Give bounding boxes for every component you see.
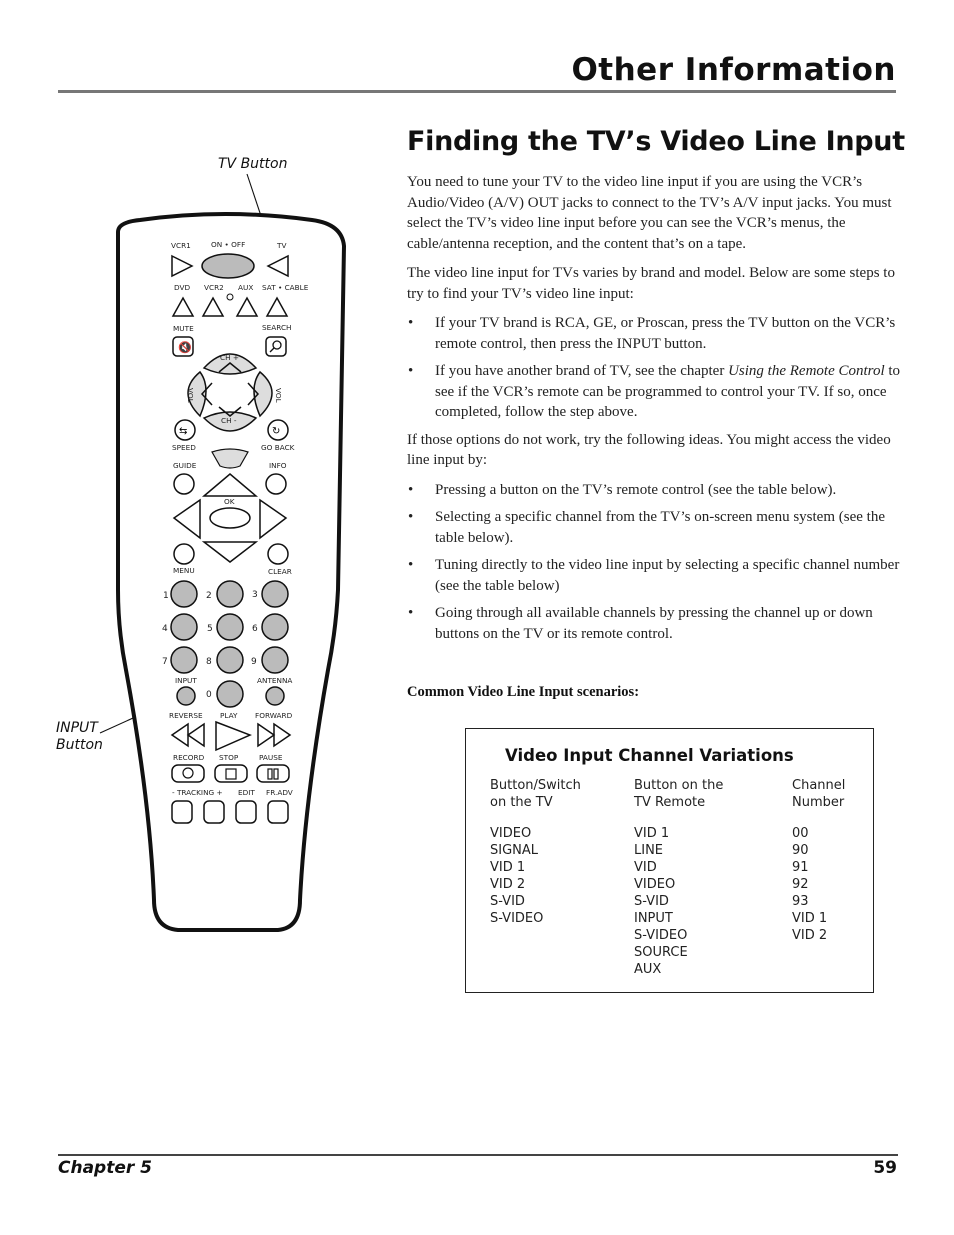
table-cell: VID 1 [490,860,526,875]
paragraph-steps: The video line input for TVs varies by brand and model. Below are some steps to try to find your TV’s video line input: [407,265,895,302]
footer-chapter: Chapter 5 [58,1158,153,1178]
table-cell: VID 2 [792,928,828,943]
table-cell: VID 1 [792,911,828,926]
table-cell: S-VID [634,894,669,909]
table-cell: LINE [634,843,664,858]
number-3-button[interactable] [262,581,288,607]
number-7-button[interactable] [171,647,197,673]
list-item: • Going through all available channels by pressing the channel up or down buttons on the TV or its remote control. [407,603,904,644]
num-4-label: 4 [162,624,168,634]
frame-advance-button[interactable] [268,801,288,823]
search-button[interactable] [266,337,286,356]
number-9-button[interactable] [262,647,288,673]
table-cell: VID 1 [634,826,670,841]
paragraph-intro: You need to tune your TV to the video line input if you are using the VCR’s Audio/Video (A/V) OUT jacks to connect to the TV’s A/V input jacks. You must select the TV’s video line input before you can see the VCR’s menus, the cable/antenna reception, and the content that’s on a tape. [407,174,892,252]
list-item: • If your TV brand is RCA, GE, or Proscan, press the TV button on the VCR’s remote control, then press the INPUT button. [407,313,904,354]
num-8-label: 8 [206,657,212,667]
list-item: • Tuning directly to the video line input by selecting a specific channel number (see the table below) [407,555,904,596]
table-cell: VID 2 [490,877,526,892]
table-header: Button/Switch on the TV [490,778,581,810]
info-button[interactable] [266,474,286,494]
aux-label: AUX [238,283,254,292]
tracking-plus-button[interactable] [204,801,224,823]
remote-body [118,214,344,930]
tracking-label: - TRACKING + [172,788,223,797]
antenna-label: ANTENNA [257,676,293,685]
menu-label: MENU [173,566,195,575]
table-cell: AUX [634,962,662,977]
number-4-button[interactable] [171,614,197,640]
ch-down-label: CH - [221,416,237,425]
table-cell: 00 [792,826,809,841]
number-0-button[interactable] [217,681,243,707]
table-header: Channel Number [792,778,846,810]
table-cell: 92 [792,877,809,892]
go-back-label: GO BACK [261,443,295,452]
table-cell: S-VID [490,894,525,909]
search-label: SEARCH [262,323,292,332]
table-cell: INPUT [634,911,673,926]
vol-left-label: VOL [186,388,195,403]
table-cell: VIDEO [634,877,676,892]
clear-button[interactable] [268,544,288,564]
vcr2-label: VCR2 [204,283,224,292]
input-label: INPUT [175,676,197,685]
speed-icon: ⇆ [179,426,188,437]
num-0-label: 0 [206,690,212,700]
edit-label: EDIT [238,788,255,797]
number-1-button[interactable] [171,581,197,607]
list-item: • Pressing a button on the TV’s remote control (see the table below). [407,480,904,501]
mute-label: MUTE [173,324,194,333]
speed-label: SPEED [172,443,196,452]
info-label: INFO [269,461,287,470]
ch-up-label: CH + [220,353,240,362]
table-title: Video Input Channel Variations [505,746,794,765]
num-5-label: 5 [207,624,213,634]
table-cell: S-VIDEO [634,928,688,943]
table-cell: VIDEO [490,826,532,841]
menu-button[interactable] [174,544,194,564]
table-cell: VID [634,860,657,875]
edit-button[interactable] [236,801,256,823]
table-cell: SIGNAL [490,843,539,858]
vol-right-label: VOL [274,388,283,403]
pause-label: PAUSE [259,753,283,762]
table-cell: 90 [792,843,809,858]
dvd-label: DVD [174,283,191,292]
table-caption: Common Video Line Input scenarios: [407,684,640,700]
table-cell: SOURCE [634,945,688,960]
pause-button[interactable] [257,765,289,782]
num-9-label: 9 [251,657,257,667]
list-item: • Selecting a specific channel from the TV’s on-screen menu system (see the table below). [407,507,904,548]
ok-button[interactable] [210,508,250,528]
stop-label: STOP [219,753,239,762]
guide-label: GUIDE [173,461,197,470]
num-3-label: 3 [252,590,258,600]
tv-button-callout: TV Button [218,156,288,172]
fr-adv-label: FR.ADV [266,788,293,797]
input-button-callout: INPUT Button [56,720,103,753]
section-title: Finding the TV’s Video Line Input [407,126,905,157]
input-button[interactable] [177,687,195,705]
list-item: • If you have another brand of TV, see the chapter Using the Remote Control to see if the VCR’s remote can be programmed to control your TV. If so, once completed, follow the step above. [407,361,904,423]
vcr1-label: VCR1 [171,241,191,250]
table-cell: S-VIDEO [490,911,544,926]
reverse-label: REVERSE [169,711,203,720]
remote-control [100,200,350,1120]
footer-rule [58,1154,898,1156]
table-header: Button on the TV Remote [634,778,724,810]
number-6-button[interactable] [262,614,288,640]
tv-label: TV [277,241,287,250]
on-off-label: ON • OFF [211,240,246,249]
indicator-light [227,294,233,300]
guide-button[interactable] [174,474,194,494]
header-title: Other Information [571,52,896,88]
power-button[interactable] [202,254,254,278]
number-2-button[interactable] [217,581,243,607]
num-7-label: 7 [162,657,168,667]
num-6-label: 6 [252,624,258,634]
num-1-label: 1 [163,591,169,601]
clear-label: CLEAR [268,567,292,576]
speaker-mute-icon: 🔇 [178,341,192,354]
num-2-label: 2 [206,591,212,601]
table-cell: 93 [792,894,809,909]
forward-label: FORWARD [255,711,293,720]
antenna-button[interactable] [266,687,284,705]
sat-cable-label: SAT • CABLE [262,283,309,292]
number-5-button[interactable] [217,614,243,640]
ok-label: OK [224,497,235,506]
paragraph-ideas: If those options do not work, try the following ideas. You might access the video line input by: [407,431,891,468]
table-cell: 91 [792,860,809,875]
page-number: 59 [873,1158,897,1178]
number-8-button[interactable] [217,647,243,673]
record-label: RECORD [173,753,205,762]
refresh-icon: ↻ [272,426,281,437]
play-label: PLAY [220,711,238,720]
tracking-minus-button[interactable] [172,801,192,823]
